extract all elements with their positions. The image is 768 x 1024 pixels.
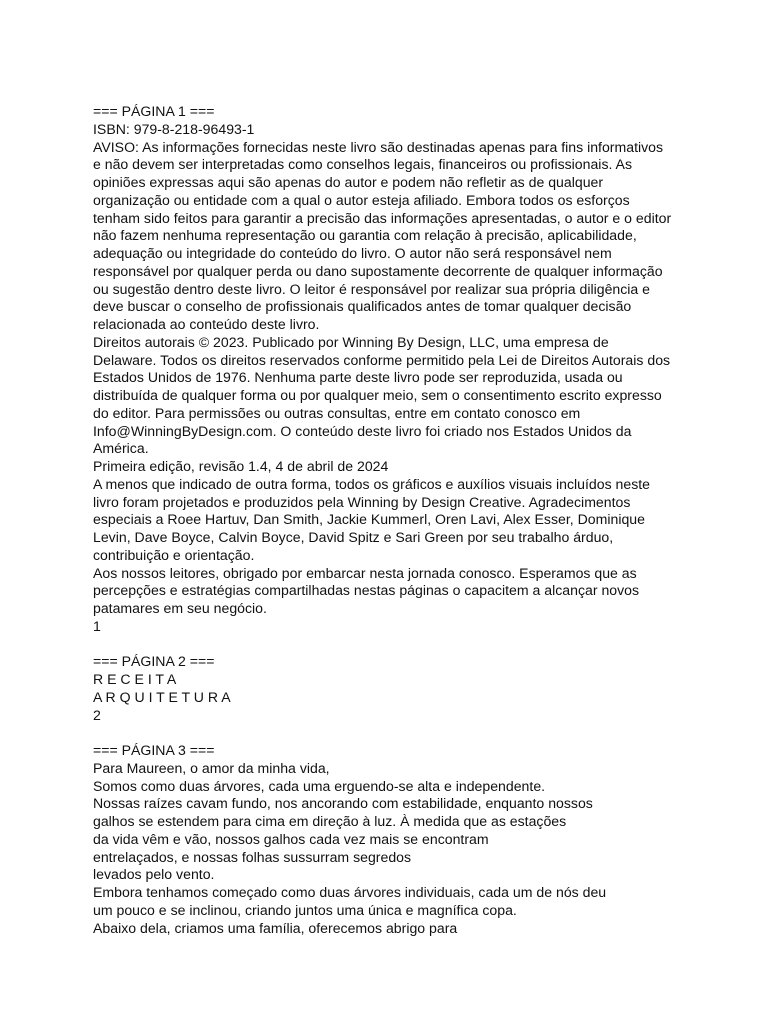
text-line: Levin, Dave Boyce, Calvin Boyce, David Spitz e Sari Green por seu trabalho árduo, (93, 529, 614, 545)
text-line: Info@WinningByDesign.com. O conteúdo deste livro foi criado nos Estados Unidos da (93, 422, 632, 439)
text-line: A menos que indicado de outra forma, todos os gráficos e auxílios visuais incluídos neste (93, 475, 651, 492)
text-line: tenham sido feitos para garantir a precisão das informações apresentadas, o autor e o editor (93, 209, 672, 226)
text-line: Somos como duas árvores, cada uma erguendo-se alta e independente. (93, 777, 546, 794)
text-line: R E C E I T A (93, 671, 177, 687)
text-line: Embora tenhamos começado como duas árvores individuais, cada um de nós deu (93, 884, 607, 900)
text-line: um pouco e se inclinou, criando juntos uma única e magnífica copa. (93, 901, 517, 918)
text-line: patamares em seu negócio. (93, 600, 267, 616)
text-line: e não devem ser interpretadas como conselhos legais, financeiros ou profissionais. As (93, 156, 632, 173)
text-line: especiais a Roee Hartuv, Dan Smith, Jackie Kummerl, Oren Lavi, Alex Esser, Dominique (93, 511, 645, 528)
text-line: contribuição e orientação. (93, 546, 255, 563)
text-line: da vida vêm e vão, nossos galhos cada vez mais se encontram (93, 830, 489, 847)
page-section-3 (93, 742, 753, 937)
text-line: Abaixo dela, criamos uma família, oferecemos abrigo para (93, 919, 458, 936)
text-line: livro foram projetados e produzidos pela Winning by Design Creative. Agradecimentos (93, 493, 631, 510)
page-gap (93, 636, 753, 654)
document-text (93, 103, 753, 937)
text-line: adequação ou integridade do conteúdo do livro. O autor não será responsável nem (93, 245, 612, 261)
page-section-2 (93, 653, 753, 724)
text-line: do editor. Para permissões ou outras consultas, entre em contato conosco em (93, 404, 581, 421)
text-line: deve buscar o conselho de profissionais qualificados antes de tomar qualquer decisão (93, 298, 632, 315)
text-line: relacionada ao conteúdo deste livro. (93, 316, 320, 332)
text-line: Para Maureen, o amor da minha vida, (93, 759, 330, 776)
text-line: responsável por qualquer perda ou dano supostamente decorrente de qualquer informação (93, 262, 663, 279)
page-number: 2 (93, 706, 101, 723)
text-line: galhos se estendem para cima em direção à luz. À medida que as estações (93, 813, 567, 829)
text-line: distribuída de qualquer forma ou por qualquer meio, sem o consentimento escrito expresso (93, 387, 662, 403)
page-number: 1 (93, 617, 101, 634)
page-header: === PÁGINA 1 === (93, 103, 215, 119)
page-section-1 (93, 103, 753, 636)
text-line: América. (93, 440, 149, 457)
text-line: Nossas raízes cavam fundo, nos ancorando com estabilidade, enquanto nossos (93, 795, 593, 812)
page-gap (93, 724, 753, 742)
text-line: AVISO: As informações fornecidas neste livro são destinadas apenas para fins informativos (93, 138, 664, 155)
text-line: opiniões expressas aqui são apenas do autor e podem não refletir as de qualquer (93, 174, 604, 190)
text-line: Primeira edição, revisão 1.4, 4 de abril de 2024 (93, 458, 389, 474)
text-line: não fazem nenhuma representação ou garantia com relação à precisão, aplicabilidade, (93, 227, 637, 244)
text-line: Direitos autorais © 2023. Publicado por Winning By Design, LLC, uma empresa de (93, 333, 609, 350)
text-line: Estados Unidos de 1976. Nenhuma parte deste livro pode ser reproduzida, usada ou (93, 369, 623, 386)
text-line: ou sugestão dentro deste livro. O leitor é responsável por realizar sua própria diligência e (93, 280, 651, 297)
page-header: === PÁGINA 2 === (93, 653, 215, 670)
page-header: === PÁGINA 3 === (93, 742, 215, 758)
text-line: Delaware. Todos os direitos reservados conforme permitido pela Lei de Direitos Autorais dos (93, 351, 671, 368)
text-line: organização ou entidade com a qual o autor esteja afiliado. Embora todos os esforços (93, 191, 630, 208)
text-line: A R Q U I T E T U R A (93, 688, 231, 705)
text-line: levados pelo vento. (93, 866, 215, 883)
text-line: ISBN: 979-8-218-96493-1 (93, 120, 255, 137)
text-line: Aos nossos leitores, obrigado por embarcar nesta jornada conosco. Esperamos que as (93, 564, 637, 581)
text-line: percepções e estratégias compartilhadas nestas páginas o capacitem a alcançar novos (93, 582, 640, 599)
text-line: entrelaçados, e nossas folhas sussurram segredos (93, 848, 412, 865)
